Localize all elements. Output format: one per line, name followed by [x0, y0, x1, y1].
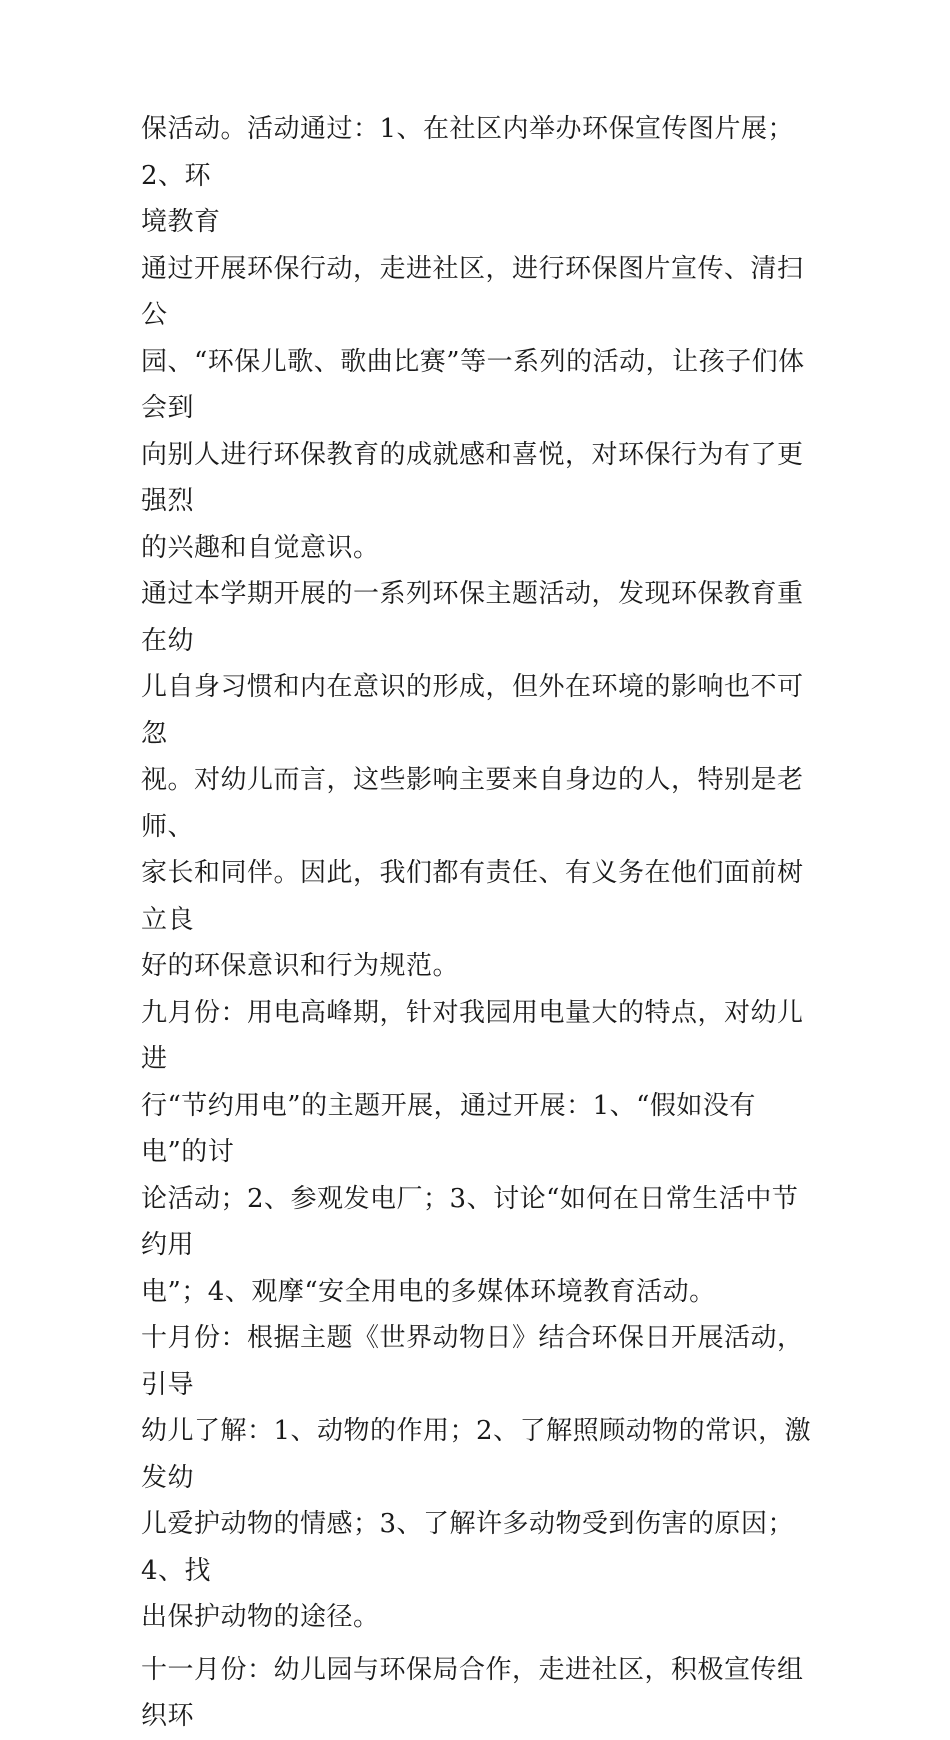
- paragraph-november: 十一月份：幼儿园与环保局合作，走进社区，积极宣传组织环: [141, 1654, 804, 1731]
- paragraph-community-action: 通过开展环保行动，走进社区，进行环保图片宣传、清扫公 园、“环保儿歌、歌曲比赛”等一系列的活动，让孩子们体会到 向别人进行环保教育的成就感和喜悦，对环保行为有了更强烈 的兴趣和自觉意识。: [141, 253, 805, 563]
- paragraph-semester-summary: 通过本学期开展的一系列环保主题活动，发现环保教育重在幼 儿自身习惯和内在意识的形成，但外在环境的影响也不可忽 视。对幼儿而言，这些影响主要来自身边的人，特别是老师、 家长和同伴。因此，我们都有责任、有义务在他们面前树立良 好的环保意识和行为规范。: [141, 579, 804, 981]
- paragraph-october: 十月份：根据主题《世界动物日》结合环保日开展活动，引导 幼儿了解：1、动物的作用；2、了解照顾动物的常识，激发幼 儿爱护动物的情感；3、了解许多动物受到伤害的原因；4、找 出保护动物的途径。: [141, 1323, 812, 1632]
- paragraph-september: 九月份：用电高峰期，针对我园用电量大的特点，对幼儿进 行“节约用电”的主题开展，通过开展：1、“假如没有电”的讨 论活动；2、参观发电厂；3、讨论“如何在日常生活中节约用 电”；4、观摩“安全用电的多媒体环境教育活动。: [141, 997, 804, 1307]
- paragraph-activity-intro: 保活动。活动通过：1、在社区内举办环保宣传图片展；2、环 境教育: [141, 114, 795, 237]
- document-body: [141, 106, 821, 1740]
